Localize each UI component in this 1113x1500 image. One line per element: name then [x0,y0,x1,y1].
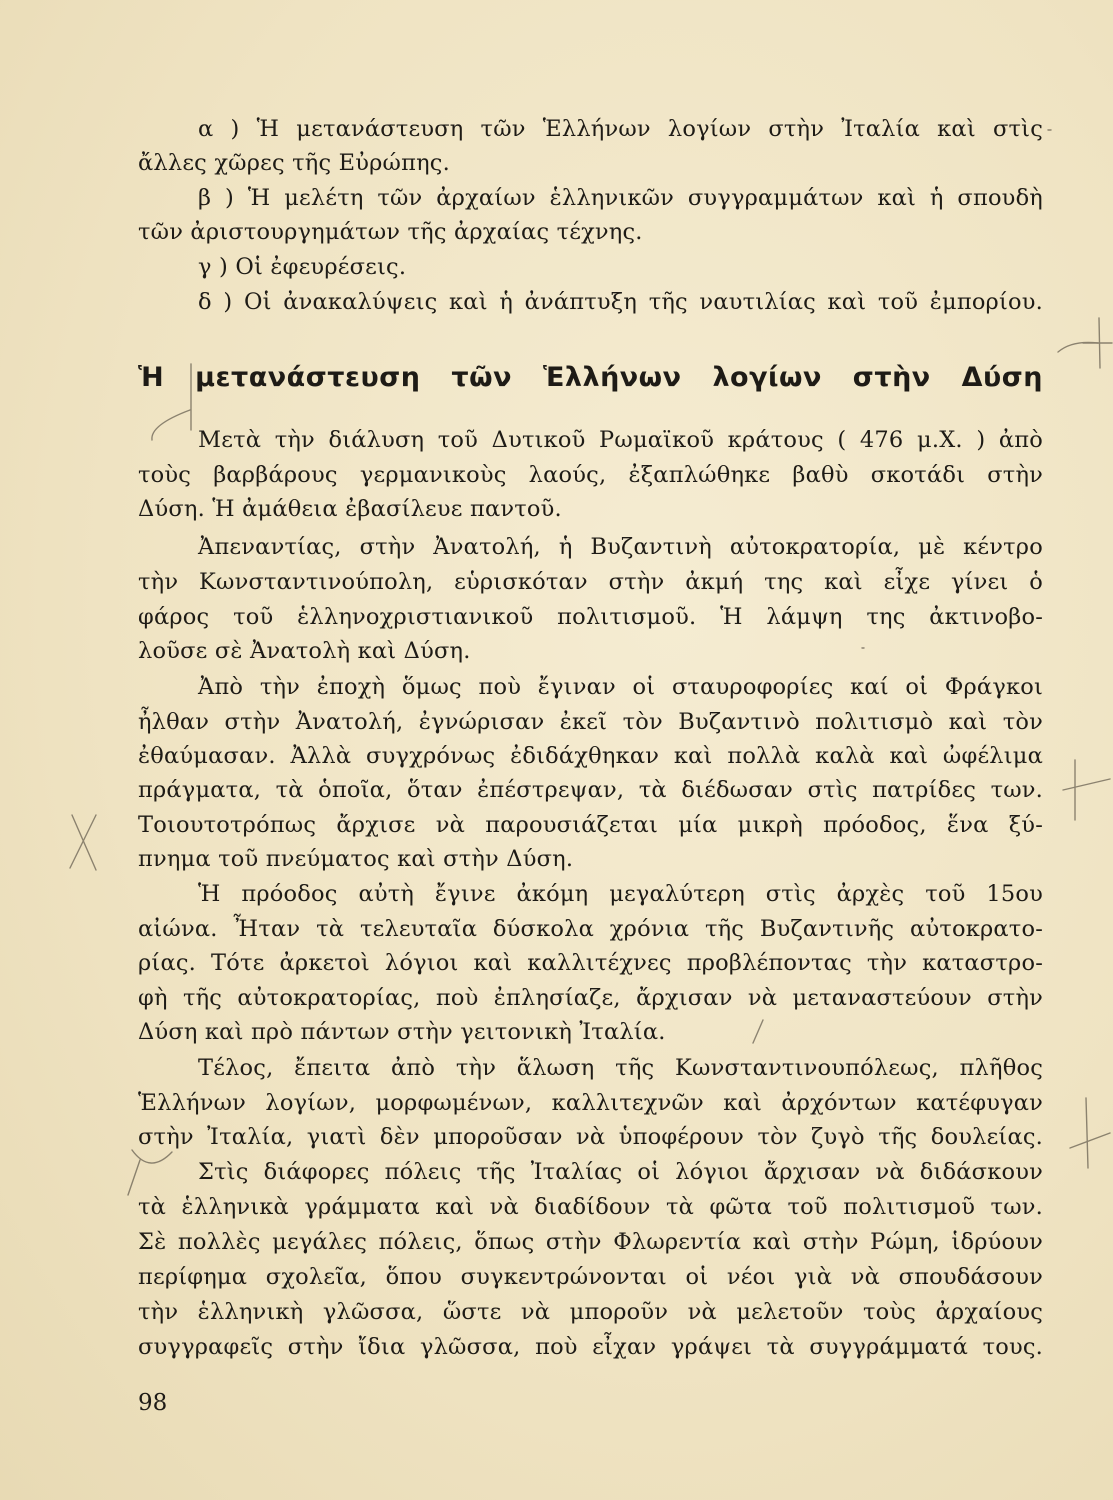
list-item-a-line-1: α ) Ἡ μετανάστευση τῶν Ἑλλήνων λογίων στὴν Ἰταλία καὶ στὶς [198,116,1043,142]
body-line: πράγματα, τὰ ὁποῖα, ὅταν ἐπέστρεψαν, τὰ διέδωσαν στὶς πατρίδες των. [138,777,1043,803]
list-item-b-line-1: β ) Ἡ μελέτη τῶν ἀρχαίων ἑλληνικῶν συγγραμμάτων καὶ ἡ σπουδὴ [198,185,1043,211]
body-line: Τέλος, ἔπειτα ἀπὸ τὴν ἅλωση τῆς Κωνσταντινουπόλεως, πλῆθος [198,1055,1043,1081]
body-line: πνημα τοῦ πνεύματος καὶ στὴν Δύση. [138,846,574,872]
body-line: Σὲ πολλὲς μεγάλες πόλεις, ὅπως στὴν Φλωρεντία καὶ στὴν Ρώμη, ἱδρύουν [138,1229,1043,1255]
body-line: Ἑλλήνων λογίων, μορφωμένων, καλλιτεχνῶν καὶ ἀρχόντων κατέφυγαν [138,1090,1043,1116]
section-heading: Ἡ μετανάστευση τῶν Ἑλλήνων λογίων στὴν Δύση [138,362,1043,393]
body-line: φάρος τοῦ ἑλληνοχριστιανικοῦ πολιτισμοῦ. Ἡ λάμψη της ἀκτινοβο- [138,604,1043,630]
body-line: Ἡ πρόοδος αὐτὴ ἔγινε ἀκόμη μεγαλύτερη στὶς ἀρχὲς τοῦ 15ου [198,881,1043,907]
body-line: ρίας. Τότε ἀρκετοὶ λόγιοι καὶ καλλιτέχνες προβλέποντας τὴν καταστρο- [138,950,1043,976]
list-item-d: δ ) Οἱ ἀνακαλύψεις καὶ ἡ ἀνάπτυξη τῆς ναυτιλίας καὶ τοῦ ἐμπορίου. [198,289,1043,315]
body-line: τοὺς βαρβάρους γερμανικοὺς λαούς, ἐξαπλώθηκε βαθὺ σκοτάδι στὴν [138,462,1043,488]
body-line: ἐθαύμασαν. Ἀλλὰ συγχρόνως ἐδιδάχθηκαν καὶ πολλὰ καλὰ καὶ ὠφέλιμα [138,743,1043,769]
body-line: συγγραφεῖς στὴν ἴδια γλῶσσα, ποὺ εἶχαν γράψει τὰ συγγράμματά τους. [138,1334,1043,1360]
body-line: Μετὰ τὴν διάλυση τοῦ Δυτικοῦ Ρωμαϊκοῦ κράτους ( 476 μ.Χ. ) ἀπὸ [198,427,1043,453]
body-line: τὰ ἑλληνικὰ γράμματα καὶ νὰ διαδίδουν τὰ φῶτα τοῦ πολιτισμοῦ των. [138,1194,1043,1220]
body-line: τὴν ἑλληνικὴ γλῶσσα, ὥστε νὰ μποροῦν νὰ μελετοῦν τοὺς ἀρχαίους [138,1299,1043,1325]
body-line: Δύση. Ἡ ἀμάθεια ἐβασίλευε παντοῦ. [138,496,562,522]
body-line: Ἀπὸ τὴν ἐποχὴ ὅμως ποὺ ἔγιναν οἱ σταυροφορίες καί οἱ Φράγκοι [198,674,1043,700]
body-line: Δύση καὶ πρὸ πάντων στὴν γειτονικὴ Ἰταλία. [138,1019,666,1045]
list-item-c: γ ) Οἱ ἐφευρέσεις. [198,254,407,280]
body-line: Ἀπεναντίας, στὴν Ἀνατολή, ἡ Βυζαντινὴ αὐτοκρατορία, μὲ κέντρο [198,534,1043,560]
body-line: φὴ τῆς αὐτοκρατορίας, ποὺ ἐπλησίαζε, ἄρχισαν νὰ μεταναστεύουν στὴν [138,985,1043,1011]
body-line: αἰώνα. Ἦταν τὰ τελευταῖα δύσκολα χρόνια τῆς Βυζαντινῆς αὐτοκρατο- [138,916,1043,942]
body-line: λοῦσε σὲ Ἀνατολὴ καὶ Δύση. [138,638,471,664]
body-line: ἦλθαν στὴν Ἀνατολή, ἐγνώρισαν ἐκεῖ τὸν Βυζαντινὸ πολιτισμὸ καὶ τὸν [138,709,1043,735]
list-item-b-line-2: τῶν ἀριστουργημάτων τῆς ἀρχαίας τέχνης. [138,219,643,245]
body-line: περίφημα σχολεῖα, ὅπου συγκεντρώνονται οἱ νέοι γιὰ νὰ σπουδάσουν [138,1264,1043,1290]
body-line: Τοιουτοτρόπως ἄρχισε νὰ παρουσιάζεται μία μικρὴ πρόοδος, ἕνα ξύ- [138,812,1043,838]
list-item-a-line-2: ἄλλες χῶρες τῆς Εὐρώπης. [138,150,450,176]
body-line: τὴν Κωνσταντινούπολη, εὑρισκόταν στὴν ἀκμή της καὶ εἶχε γίνει ὁ [138,569,1043,595]
body-line: Στὶς διάφορες πόλεις τῆς Ἰταλίας οἱ λόγιοι ἄρχισαν νὰ διδάσκουν [198,1159,1043,1185]
page-number: 98 [138,1390,168,1416]
body-line: στὴν Ἰταλία, γιατὶ δὲν μποροῦσαν νὰ ὑποφέρουν τὸν ζυγὸ τῆς δουλείας. [138,1124,1043,1150]
